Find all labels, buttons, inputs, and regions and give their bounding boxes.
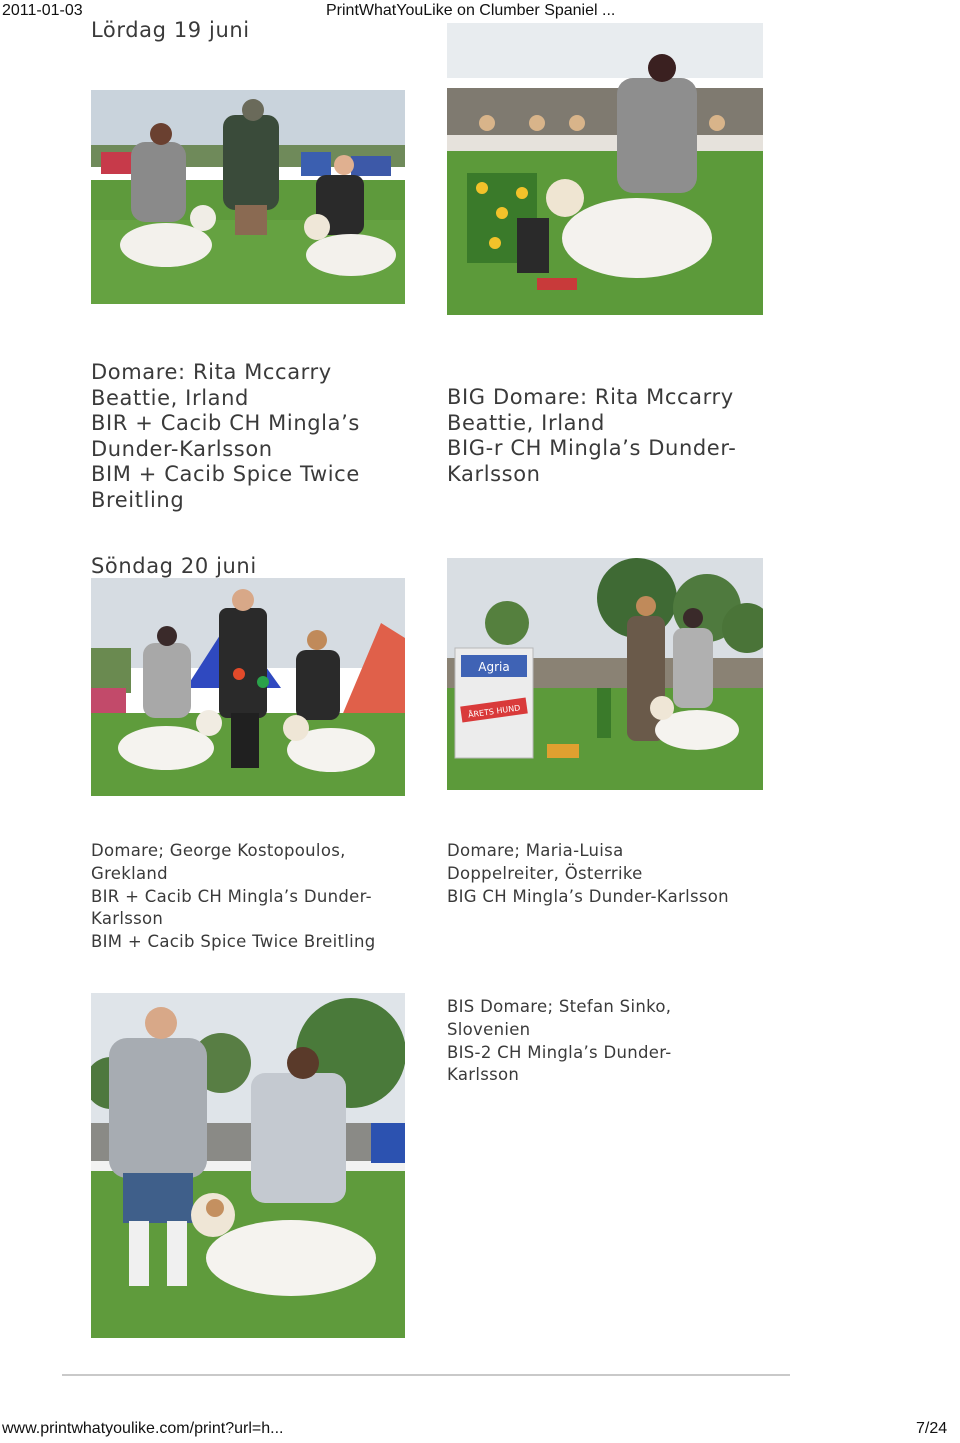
print-title: PrintWhatYouLike on Clumber Spaniel ... [326, 2, 616, 19]
print-date: 2011-01-03 [2, 2, 83, 19]
sign-label: ÅRETS HUND [467, 703, 521, 720]
caption-big-saturday: BIG Domare: Rita Mccarry Beattie, Irland BIG-r CH Mingla’s Dunder- Karlsson [447, 385, 737, 486]
photo-group-bir-saturday [91, 90, 405, 304]
page-number: 7/24 [916, 1420, 948, 1437]
caption-big-sunday: Domare; Maria-Luisa Doppelreiter, Österrike BIG CH Mingla’s Dunder-Karlsson [447, 841, 729, 906]
section-heading-saturday: Lördag 19 juni [91, 18, 250, 42]
footer-divider [62, 1374, 790, 1376]
section-heading-sunday: Söndag 20 juni [91, 554, 257, 578]
caption-bir-sunday: Domare; George Kostopoulos, Grekland BIR + Cacib CH Mingla’s Dunder- Karlsson BIM + Cacib Spice Twice Breitling [91, 841, 376, 952]
photo-bis [91, 993, 405, 1338]
source-url: www.printwhatyoulike.com/print?url=h... [2, 1420, 284, 1437]
photo-group-bir-sunday [91, 578, 405, 796]
caption-bis: BIS Domare; Stefan Sinko, Slovenien BIS-2 CH Mingla’s Dunder- Karlsson [447, 997, 672, 1085]
photo-big-sunday [447, 558, 763, 790]
caption-bir-saturday: Domare: Rita Mccarry Beattie, Irland BIR + Cacib CH Mingla’s Dunder-Karlsson BIM + Cacib Spice Twice Breitling [91, 360, 360, 512]
sign-brand: Agria [478, 660, 510, 674]
photo-big-saturday [447, 23, 763, 315]
